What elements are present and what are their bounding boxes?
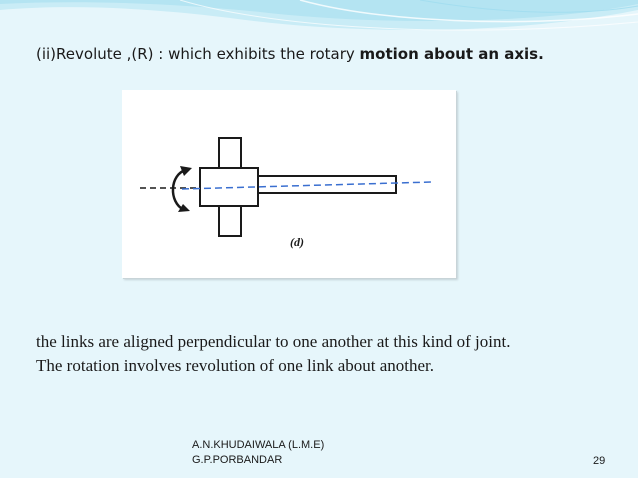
body-line-2: The rotation involves revolution of one link about another. <box>36 356 434 375</box>
page-number: 29 <box>593 455 606 467</box>
slide-heading <box>36 45 544 63</box>
heading-text: (ii)Revolute ,(R) : which exhibits the rotary <box>36 45 360 63</box>
heading-bold-text: motion about an axis. <box>359 45 544 63</box>
revolute-joint-diagram <box>122 90 456 278</box>
footer-author <box>192 438 324 468</box>
figure-label: (d) <box>290 235 304 249</box>
footer-line-1: A.N.KHUDAIWALA (L.M.E) <box>192 439 325 451</box>
footer-line-2: G.P.PORBANDAR <box>192 454 283 466</box>
rotation-arrow-icon <box>173 170 186 210</box>
slide-body <box>36 330 616 378</box>
body-line-1: the links are aligned perpendicular to one another at this kind of joint. <box>36 332 511 351</box>
revolute-joint-figure <box>122 90 456 278</box>
